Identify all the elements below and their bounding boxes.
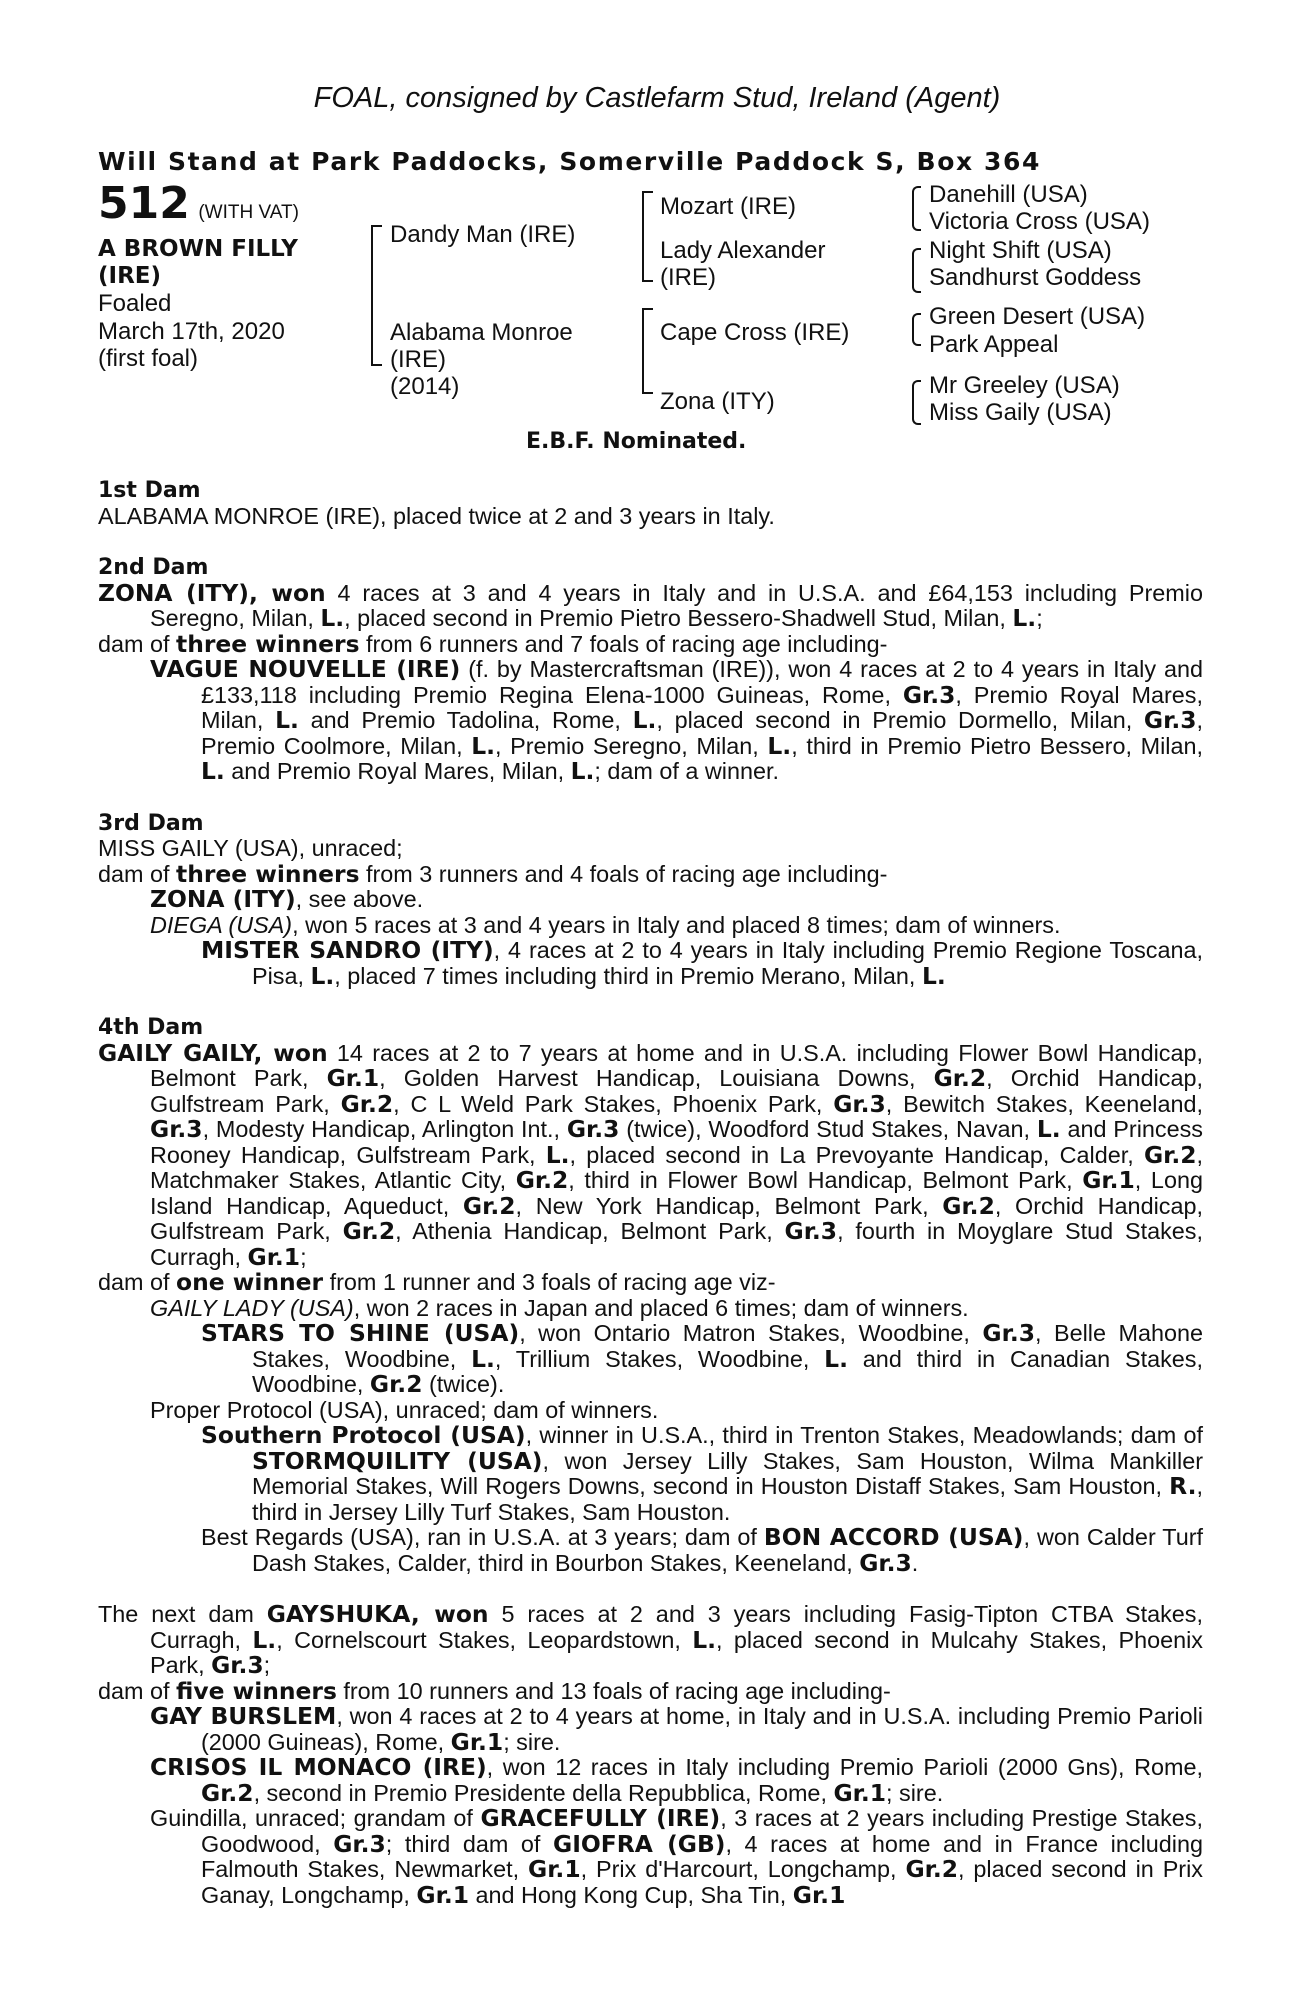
third-dam-section xyxy=(98,811,1203,990)
horse-name: ZONA (ITY) xyxy=(150,885,296,913)
horse-name: CRISOS IL MONACO (IRE) xyxy=(150,1753,487,1781)
foaled-label: Foaled xyxy=(98,290,172,317)
pedigree-brace xyxy=(642,191,653,282)
produce-entry: Guindilla, unraced; grandam of GRACEFULLY (IRE), 3 races at 2 years including Prestige Stakes, Goodwood, Gr.3; third dam of GIOFRA (GB), 4 races at home and in France including Falmouth Stakes, Newmarket, Gr.1, Prix d'Harcourt, Longchamp, Gr.2, placed second in Prix Ganay, Longchamp, Gr.1 and Hong Kong Cup, Sha Tin, Gr.1 xyxy=(150,1804,1204,1909)
pedigree-brace xyxy=(912,186,921,231)
horse-name: GAILY GAILY xyxy=(98,1038,254,1067)
dam-country: (IRE) xyxy=(390,346,446,373)
catalogue-header: FOAL, consigned by Castlefarm Stud, Ireland (Agent) xyxy=(313,82,1001,114)
horse-name: GRACEFULLY (IRE) xyxy=(480,1804,721,1832)
next-dam-section xyxy=(98,1602,1203,1908)
dam-year: (2014) xyxy=(390,373,460,400)
produce-entry: DIEGA (USA), won 5 races at 3 and 4 years in Italy and placed 8 times; dam of winners. xyxy=(150,911,1061,938)
section-heading: 1st Dam xyxy=(98,478,201,503)
horse-name: GAYSHUKA xyxy=(266,1600,411,1628)
produce-entry: Proper Protocol (USA), unraced; dam of winners. xyxy=(150,1396,659,1423)
sire-dam-name: Lady Alexander xyxy=(660,237,826,264)
dam-entry: MISS GAILY (USA), unraced; xyxy=(98,835,403,861)
dd-sire-name: Mr Greeley (USA) xyxy=(929,372,1120,399)
dam-name: Alabama Monroe xyxy=(390,319,573,346)
second-dam-section xyxy=(98,555,1203,785)
produce-summary: dam of five winners from 10 runners and 13 foals of racing age including- xyxy=(98,1676,891,1705)
ds-dam-name: Park Appeal xyxy=(929,331,1059,358)
sire-sire-name: Mozart (IRE) xyxy=(660,193,797,220)
sd-sire-name: Night Shift (USA) xyxy=(929,237,1112,264)
horse-name: BON ACCORD (USA) xyxy=(763,1523,1024,1551)
section-heading: 3rd Dam xyxy=(98,810,204,836)
horse-name: VAGUE NOUVELLE (IRE) xyxy=(150,655,461,683)
sd-dam-name: Sandhurst Goddess xyxy=(929,264,1142,291)
dam-line-content xyxy=(98,478,1203,1934)
dam-sire-name: Cape Cross (IRE) xyxy=(660,319,850,346)
produce-summary: dam of three winners from 6 runners and 7 foals of racing age including- xyxy=(98,629,888,658)
produce-entry: ZONA (ITY), see above. xyxy=(150,885,424,913)
pedigree-brace xyxy=(371,225,382,366)
horse-name: STARS TO SHINE (USA) xyxy=(201,1319,520,1347)
horse-name: DIEGA (USA) xyxy=(150,911,293,938)
horse-name: GAY BURSLEM xyxy=(150,1702,337,1730)
pedigree-brace xyxy=(912,248,921,293)
section-heading: 4th Dam xyxy=(98,1015,204,1040)
produce-entry: STARS TO SHINE (USA), won Ontario Matron Stakes, Woodbine, Gr.3, Belle Mahone Stakes, Woodbine, L., Trillium Stakes, Woodbine, L. and third in Canadian Stakes, Woodbine, Gr.2 (twice). xyxy=(201,1319,1203,1398)
ss-sire-name: Danehill (USA) xyxy=(929,181,1088,208)
dd-dam-name: Miss Gaily (USA) xyxy=(929,399,1112,426)
ds-sire-name: Green Desert (USA) xyxy=(929,303,1146,330)
horse-name: ZONA (ITY) xyxy=(98,578,249,607)
produce-entry: MISTER SANDRO (ITY), 4 races at 2 to 4 years in Italy including Premio Regione Toscana, Pisa, L., placed 7 times including third in Premio Merano, Milan, L. xyxy=(201,936,1203,990)
vat-note: (WITH VAT) xyxy=(198,202,299,223)
ss-dam-name: Victoria Cross (USA) xyxy=(929,208,1150,235)
produce-summary: dam of three winners from 3 runners and 4 foals of racing age including- xyxy=(98,859,888,888)
pedigree-brace xyxy=(912,380,921,425)
produce-entry: VAGUE NOUVELLE (IRE) (f. by Mastercraftsman (IRE)), won 4 races at 2 to 4 years in Italy and £133,118 including Premio Regina Elena-1000 Guineas, Rome, Gr.3, Premio Royal Mares, Milan, L. and Premio Tadolina, Rome, L., placed second in Premio Dormello, Milan, Gr.3, Premio Coolmore, Milan, L., Premio Seregno, Milan, L., third in Premio Pietro Bessero, Milan, L. and Premio Royal Mares, Milan, L.; dam of a winner. xyxy=(150,655,1203,785)
dam-entry: GAILY GAILY, won 14 races at 2 to 7 years at home and in U.S.A. including Flower Bowl Handicap, Belmont Park, Gr.1, Golden Harvest Handicap, Louisiana Downs, Gr.2, Orchid Handicap, Gulfstream Park, Gr.2, C L Weld Park Stakes, Phoenix Park, Gr.3, Bewitch Stakes, Keeneland, Gr.3, Modesty Handicap, Arlington Int., Gr.3 (twice), Woodford Stud Stakes, Navan, L. and Princess Rooney Handicap, Gulfstream Park, L., placed second in La Prevoyante Handicap, Calder, Gr.2, Matchmaker Stakes, Atlantic City, Gr.2, third in Flower Bowl Handicap, Belmont Park, Gr.1, Long Island Handicap, Aqueduct, Gr.2, New York Handicap, Belmont Park, Gr.2, Orchid Handicap, Gulfstream Park, Gr.2, Athenia Handicap, Belmont Park, Gr.3, fourth in Moyglare Stud Stakes, Curragh, Gr.1; xyxy=(98,1038,1203,1271)
horse-name: STORMQUILITY (USA) xyxy=(252,1446,543,1475)
produce-summary: dam of one winner from 1 runner and 3 foals of racing age viz- xyxy=(98,1268,776,1296)
horse-name: GIOFRA (GB) xyxy=(553,1829,726,1858)
horse-name: MISTER SANDRO (ITY) xyxy=(201,936,494,964)
lot-description: A BROWN FILLY xyxy=(98,236,298,262)
sire-dam-country: (IRE) xyxy=(660,264,716,291)
produce-entry: Southern Protocol (USA), winner in U.S.A., third in Trenton Stakes, Meadowlands; dam of STORMQUILITY (USA), won Jersey Lilly Stakes, Sam Houston, Wilma Mankiller Memorial Stakes, Will Rogers Downs, second in Houston Distaff Stakes, Sam Houston, R., third in Jersey Lilly Turf Stakes, Sam Houston. xyxy=(201,1421,1204,1525)
fourth-dam-section xyxy=(98,1015,1203,1576)
horse-name: Southern Protocol (USA) xyxy=(201,1421,526,1449)
sire-name: Dandy Man (IRE) xyxy=(390,221,576,248)
section-heading: 2nd Dam xyxy=(98,555,209,580)
pedigree-brace xyxy=(642,308,653,394)
produce-entry: GAY BURSLEM, won 4 races at 2 to 4 years at home, in Italy and in U.S.A. including Premio Parioli (2000 Guineas), Rome, Gr.1; sire. xyxy=(150,1702,1204,1756)
lot-number: 512 xyxy=(98,178,190,229)
produce-entry: GAILY LADY (USA), won 2 races in Japan and placed 6 times; dam of winners. xyxy=(150,1294,969,1321)
ebf-nominated: E.B.F. Nominated. xyxy=(526,429,747,454)
first-dam-section xyxy=(98,478,1203,529)
foal-note: (first foal) xyxy=(98,345,199,372)
foaling-date: March 17th, 2020 xyxy=(98,318,285,345)
pedigree-brace xyxy=(912,313,921,346)
first-dam-text: ALABAMA MONROE (IRE), placed twice at 2 and 3 years in Italy. xyxy=(98,502,775,529)
dam-entry: The next dam GAYSHUKA, won 5 races at 2 and 3 years including Fasig-Tipton CTBA Stakes, Curragh, L., Cornelscourt Stakes, Leopardstown, L., placed second in Mulcahy Stakes, Phoenix Park, Gr.3; xyxy=(98,1600,1203,1679)
lot-number-line xyxy=(98,178,299,229)
stabling-info: Will Stand at Park Paddocks, Somerville Paddock S, Box 364 xyxy=(98,147,1041,176)
produce-entry: Best Regards (USA), ran in U.S.A. at 3 years; dam of BON ACCORD (USA), won Calder Turf Dash Stakes, Calder, third in Bourbon Stakes, Keeneland, Gr.3. xyxy=(201,1523,1203,1577)
lot-description-country: (IRE) xyxy=(98,263,162,289)
dam-entry: ZONA (ITY), won 4 races at 3 and 4 years in Italy and in U.S.A. and £64,153 including Premio Seregno, Milan, L., placed second in Premio Pietro Bessero-Shadwell Stud, Milan, L.; xyxy=(98,578,1203,632)
horse-name: GAILY LADY (USA) xyxy=(150,1294,354,1321)
dam-dam-name: Zona (ITY) xyxy=(660,388,775,415)
produce-entry: CRISOS IL MONACO (IRE), won 12 races in Italy including Premio Parioli (2000 Gns), Rome, Gr.2, second in Premio Presidente della Repubblica, Rome, Gr.1; sire. xyxy=(150,1753,1203,1807)
